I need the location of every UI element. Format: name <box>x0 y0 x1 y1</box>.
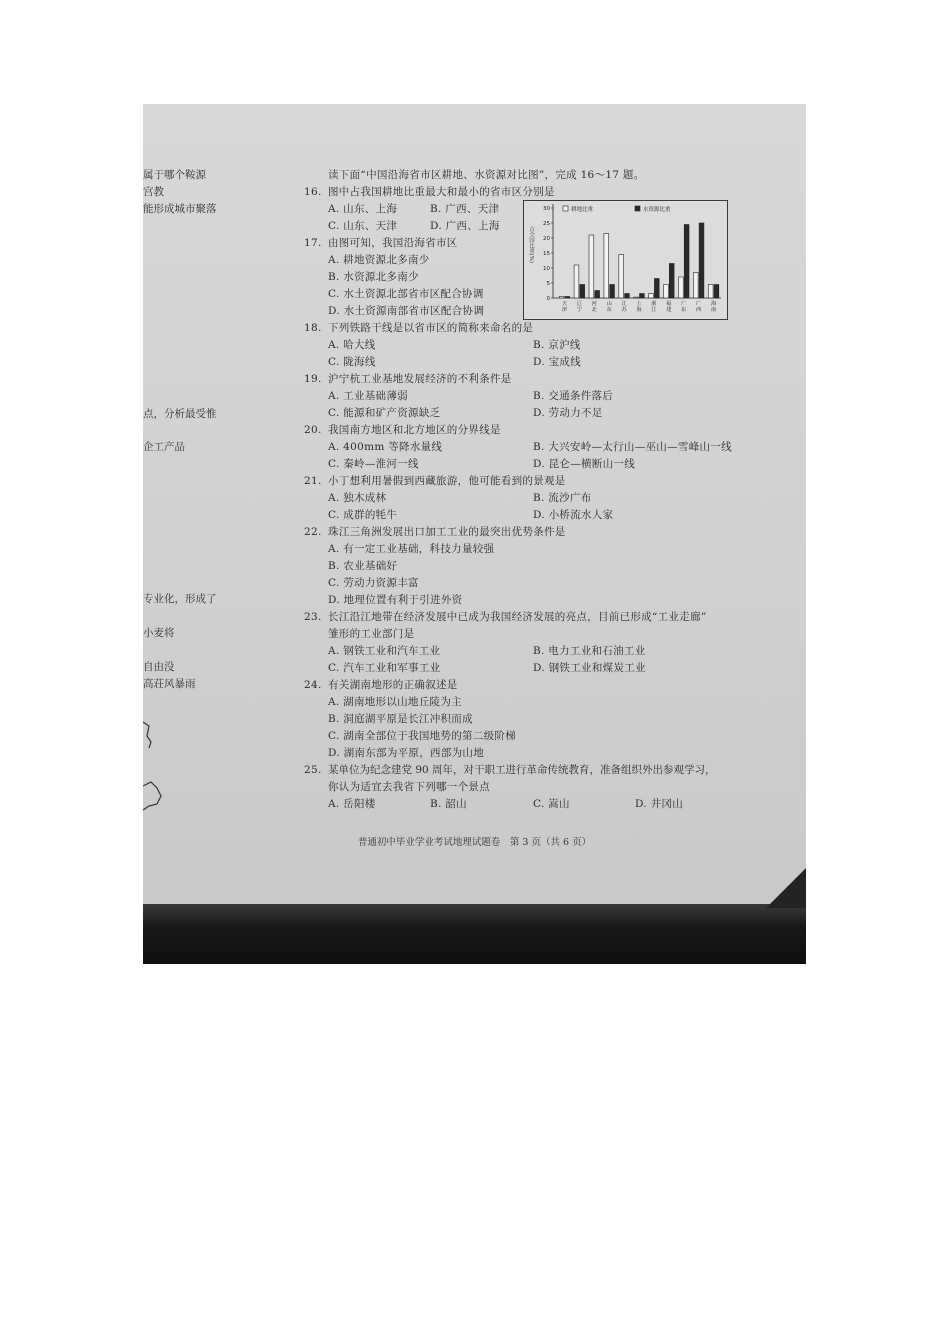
question-19-stem: 沪宁杭工业基地发展经济的不利条件是 <box>328 373 512 385</box>
left-fragment: 自由没 <box>143 661 175 673</box>
map-fragment <box>143 714 167 824</box>
y-tick-label: 5 <box>546 281 550 287</box>
option-24b: B. 洞庭湖平原是长江冲积而成 <box>328 713 473 725</box>
option-23c: C. 汽车工业和军事工业 <box>328 662 441 674</box>
option-21b: B. 流沙广布 <box>533 492 592 504</box>
option-20d: D. 昆仑—横断山一线 <box>533 458 636 470</box>
scan-shadow <box>143 904 806 964</box>
question-25-stem-cont: 你认为适宜去我省下列哪一个景点 <box>328 781 490 793</box>
option-22a: A. 有一定工业基础，科技力量较强 <box>328 543 495 555</box>
question-intro: 读下面“中国沿海省市区耕地、水资源对比图”，完成 16～17 题。 <box>328 169 645 181</box>
option-20c: C. 秦岭—淮河一线 <box>328 458 419 470</box>
option-23b: B. 电力工业和石油工业 <box>533 645 646 657</box>
left-fragment: 专业化，形成了 <box>143 593 217 605</box>
x-tick-label: 江 <box>651 307 657 313</box>
x-tick-label: 西 <box>696 307 702 313</box>
option-16c: C. 山东、天津 <box>328 220 398 232</box>
x-tick-label: 河 <box>591 301 597 307</box>
left-fragment: 企工产品 <box>143 441 185 453</box>
question-23-stem-cont: 雏形的工业部门是 <box>328 628 415 640</box>
x-tick-label: 海 <box>636 307 642 313</box>
option-20b: B. 大兴安岭—太行山—巫山—雪峰山一线 <box>533 441 732 453</box>
question-18-stem: 下列铁路干线是以省市区的简称来命名的是 <box>328 322 534 334</box>
page-footer: 普通初中毕业学业考试地理试题卷 第 3 页（共 6 页） <box>357 837 592 848</box>
bar-water <box>669 264 674 299</box>
legend-label-water: 水资源比重 <box>643 207 671 213</box>
x-tick-label: 浙 <box>651 301 657 307</box>
x-tick-label: 天 <box>561 301 568 307</box>
x-tick-label: 福 <box>666 301 672 307</box>
bar-water <box>714 285 719 299</box>
option-18c: C. 陇海线 <box>328 356 376 368</box>
bar-water <box>610 285 615 299</box>
left-fragment: 能形成城市聚落 <box>143 203 217 215</box>
x-tick-label: 上 <box>636 301 642 307</box>
left-fragment: 属于哪个鞍源 <box>143 169 206 181</box>
option-21d: D. 小桥流水人家 <box>533 509 614 521</box>
x-tick-label: 广 <box>696 301 702 307</box>
legend-swatch-farmland <box>563 206 568 211</box>
option-17a: A. 耕地资源北多南少 <box>328 254 430 266</box>
option-18d: D. 宝成线 <box>533 356 582 368</box>
question-16-number: 16. <box>304 186 322 198</box>
option-18b: B. 京沪线 <box>533 339 581 351</box>
bar-farmland <box>619 255 624 299</box>
y-axis-label: 占全国比重(%) <box>528 226 534 264</box>
bar-farmland <box>604 234 609 299</box>
bar-farmland <box>649 294 654 299</box>
coastal-province-chart <box>523 200 728 320</box>
option-20a: A. 400mm 等降水量线 <box>328 441 443 453</box>
bar-farmland <box>634 297 639 298</box>
option-21a: A. 独木成林 <box>328 492 387 504</box>
option-17d: D. 水土资源南部省市区配合协调 <box>328 305 485 317</box>
bar-water <box>684 225 689 299</box>
x-tick-label: 津 <box>561 307 568 313</box>
left-fragment: 小麦将 <box>143 627 175 639</box>
x-tick-label: 东 <box>681 307 687 313</box>
left-fragment: 点，分析最受惟 <box>143 408 217 420</box>
y-tick-label: 10 <box>543 266 550 272</box>
folded-corner <box>766 868 806 908</box>
option-24c: C. 湖南全部位于我国地势的第二级阶梯 <box>328 730 517 742</box>
left-fragment: 高荘风暴雨 <box>143 678 196 690</box>
option-25b: B. 韶山 <box>430 798 467 810</box>
option-25a: A. 岳阳楼 <box>328 798 376 810</box>
bar-water <box>580 285 585 299</box>
x-tick-label: 建 <box>666 307 672 313</box>
option-16b: B. 广西、天津 <box>430 203 500 215</box>
x-tick-label: 南 <box>710 307 717 313</box>
option-19a: A. 工业基础薄弱 <box>328 390 408 402</box>
bar-farmland <box>678 277 683 298</box>
bar-farmland <box>559 297 564 299</box>
option-18a: A. 哈大线 <box>328 339 376 351</box>
option-17b: B. 水资源北多南少 <box>328 271 419 283</box>
bar-water <box>595 291 600 299</box>
question-24-number: 24. <box>304 679 322 691</box>
y-tick-label: 0 <box>546 296 550 302</box>
option-21c: C. 成群的牦牛 <box>328 509 398 521</box>
x-tick-label: 江 <box>621 301 627 307</box>
y-tick-label: 15 <box>543 251 550 257</box>
option-25c: C. 嵩山 <box>533 798 570 810</box>
question-24-stem: 有关湖南地形的正确叙述是 <box>328 679 458 691</box>
left-fragment: 宫教 <box>143 186 164 198</box>
question-20-number: 20. <box>304 424 322 436</box>
question-25-number: 25. <box>304 764 322 776</box>
x-tick-label: 东 <box>606 307 612 313</box>
question-25-stem: 某单位为纪念建党 90 周年，对干职工进行革命传统教育，准备组织外出参观学习， <box>328 764 716 776</box>
y-tick-label: 30 <box>543 206 550 212</box>
y-tick-label: 20 <box>543 236 550 242</box>
bar-water <box>565 297 570 299</box>
x-tick-label: 广 <box>681 301 687 307</box>
question-17-number: 17. <box>304 237 322 249</box>
option-19c: C. 能源和矿产资源缺乏 <box>328 407 441 419</box>
option-19b: B. 交通条件落后 <box>533 390 614 402</box>
question-23-stem: 长江沿江地带在经济发展中已成为我国经济发展的亮点，目前已形成“工业走廊” <box>328 611 707 623</box>
x-tick-label: 北 <box>591 307 597 313</box>
question-18-number: 18. <box>304 322 322 334</box>
option-22c: C. 劳动力资源丰富 <box>328 577 419 589</box>
bar-water <box>625 294 630 299</box>
option-22d: D. 地理位置有利于引进外资 <box>328 594 463 606</box>
question-21-number: 21. <box>304 475 322 487</box>
x-tick-label: 宁 <box>576 307 582 313</box>
option-19d: D. 劳动力不足 <box>533 407 603 419</box>
legend-label-farmland: 耕地比重 <box>571 207 594 213</box>
option-16d: D. 广西、上海 <box>430 220 500 232</box>
scanned-page <box>143 104 806 964</box>
x-tick-label: 苏 <box>621 307 627 313</box>
bar-water <box>699 223 704 298</box>
bar-farmland <box>589 235 594 298</box>
question-19-number: 19. <box>304 373 322 385</box>
question-20-stem: 我国南方地区和北方地区的分界线是 <box>328 424 501 436</box>
bar-water <box>654 279 659 299</box>
bar-farmland <box>708 285 713 299</box>
question-22-number: 22. <box>304 526 322 538</box>
question-21-stem: 小丁想利用暑假到西藏旅游，他可能看到的景观是 <box>328 475 566 487</box>
y-tick-label: 25 <box>543 221 550 227</box>
bar-farmland <box>664 285 669 299</box>
bar-water <box>640 294 645 299</box>
option-23d: D. 钢铁工业和煤炭工业 <box>533 662 646 674</box>
question-23-number: 23. <box>304 611 322 623</box>
option-17c: C. 水土资源北部省市区配合协调 <box>328 288 484 300</box>
bar-farmland <box>574 265 579 298</box>
option-16a: A. 山东、上海 <box>328 203 398 215</box>
question-17-stem: 由图可知，我国沿海省市区 <box>328 237 458 249</box>
option-22b: B. 农业基础好 <box>328 560 398 572</box>
option-24a: A. 湖南地形以山地丘陵为主 <box>328 696 462 708</box>
question-16-stem: 图中占我国耕地比重最大和最小的省市区分别是 <box>328 186 555 198</box>
x-tick-label: 山 <box>606 301 612 307</box>
option-23a: A. 钢铁工业和汽车工业 <box>328 645 441 657</box>
option-24d: D. 湖南东部为平原，西部为山地 <box>328 747 485 759</box>
bar-farmland <box>693 273 698 299</box>
legend-swatch-water <box>635 206 640 211</box>
x-tick-label: 海 <box>710 301 717 307</box>
question-22-stem: 珠江三角洲发展出口加工工业的最突出优势条件是 <box>328 526 566 538</box>
x-tick-label: 辽 <box>576 301 582 307</box>
option-25d: D. 井冈山 <box>635 798 684 810</box>
